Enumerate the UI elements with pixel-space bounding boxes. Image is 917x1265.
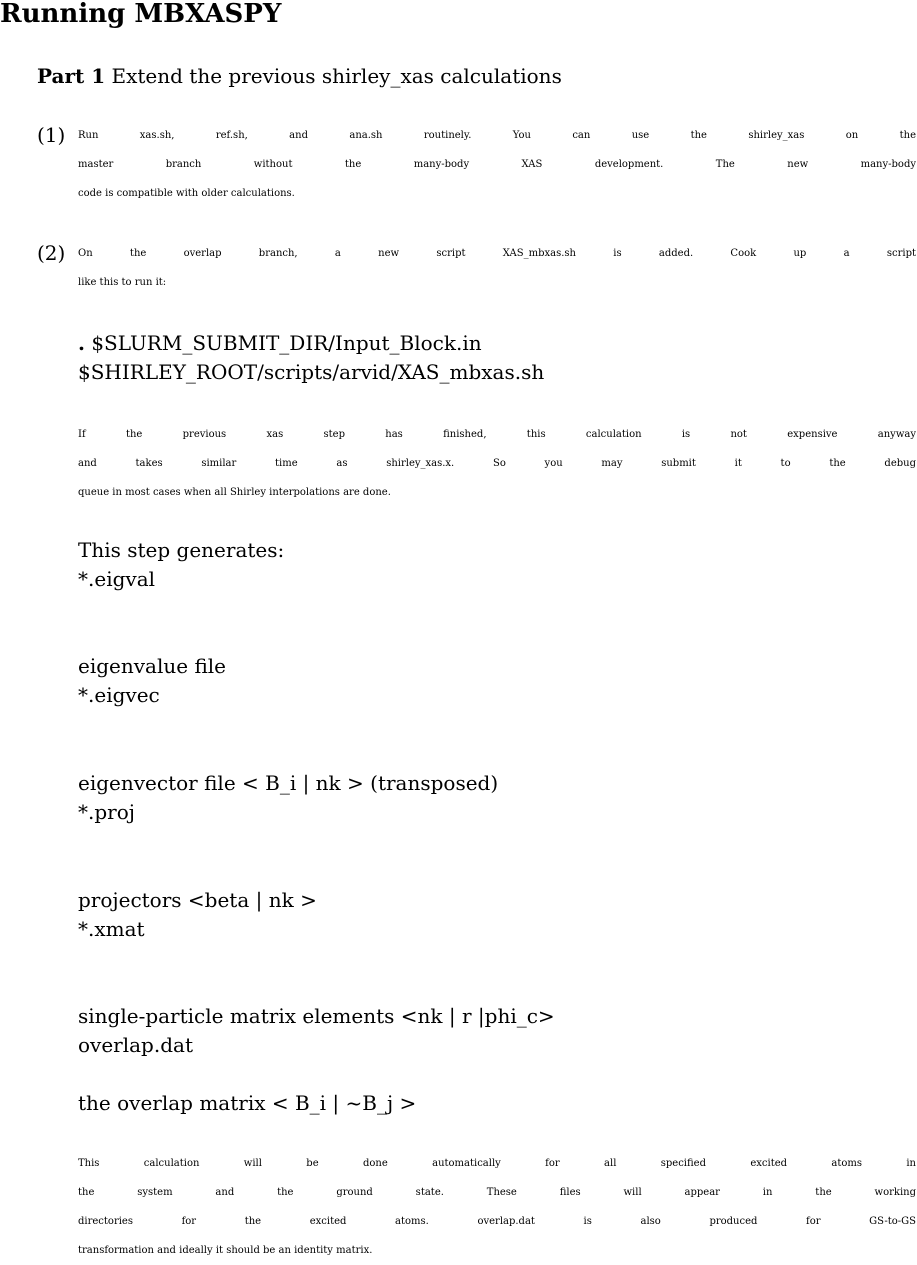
script-dot: . bbox=[78, 331, 85, 355]
final-para-line: directories for the excited atoms. overlap.dat is also produced for GS-to-GS bbox=[78, 1216, 916, 1227]
overlap-description: the overlap matrix < B_i | ~B_j > bbox=[78, 1091, 417, 1115]
item1-line: master branch without the many-body XAS development. The new many-body bbox=[78, 159, 916, 170]
item2-line: On the overlap branch, a new script XAS_mbxas.sh is added. Cook up a script bbox=[78, 248, 916, 259]
part1-heading bbox=[37, 62, 562, 91]
final-para-line: transformation and ideally it should be an identity matrix. bbox=[78, 1245, 373, 1256]
script-line-run: $SHIRLEY_ROOT/scripts/arvid/XAS_mbxas.sh bbox=[78, 360, 545, 384]
output-description: eigenvector file < B_i | nk > (transposed) bbox=[78, 771, 499, 795]
generates-label: This step generates: bbox=[78, 538, 285, 562]
final-para-line: the system and the ground state. These files will appear in the working bbox=[78, 1187, 916, 1198]
item2-line: like this to run it: bbox=[78, 277, 167, 288]
output-file: *.eigvec bbox=[78, 683, 160, 707]
document-title: Running MBXASPY bbox=[0, 0, 282, 29]
output-file: *.xmat bbox=[78, 917, 145, 941]
output-description: eigenvalue file bbox=[78, 654, 227, 678]
item2-para-line: queue in most cases when all Shirley interpolations are done. bbox=[78, 487, 391, 498]
script-source-path: $SLURM_SUBMIT_DIR/Input_Block.in bbox=[84, 331, 482, 355]
item2-number: (2) bbox=[37, 241, 66, 265]
overlap-file: overlap.dat bbox=[78, 1033, 193, 1057]
part1-label: Part 1 bbox=[37, 64, 106, 88]
item1-line: code is compatible with older calculations. bbox=[78, 188, 295, 199]
item2-para-line: and takes similar time as shirley_xas.x. So you may submit it to the debug bbox=[78, 458, 916, 469]
output-description: single-particle matrix elements <nk | r |phi_c> bbox=[78, 1004, 555, 1028]
part1-text: Extend the previous shirley_xas calculations bbox=[111, 64, 562, 88]
output-file: *.eigval bbox=[78, 567, 156, 591]
final-para-line: This calculation will be done automatically for all specified excited atoms in bbox=[78, 1158, 916, 1169]
item1-line: Run xas.sh, ref.sh, and ana.sh routinely. You can use the shirley_xas on the bbox=[78, 130, 916, 141]
item1-number: (1) bbox=[37, 123, 66, 147]
output-description: projectors <beta | nk > bbox=[78, 888, 317, 912]
script-line-source bbox=[78, 329, 482, 358]
item2-para-line: If the previous xas step has finished, this calculation is not expensive anyway bbox=[78, 429, 916, 440]
output-file: *.proj bbox=[78, 800, 135, 824]
